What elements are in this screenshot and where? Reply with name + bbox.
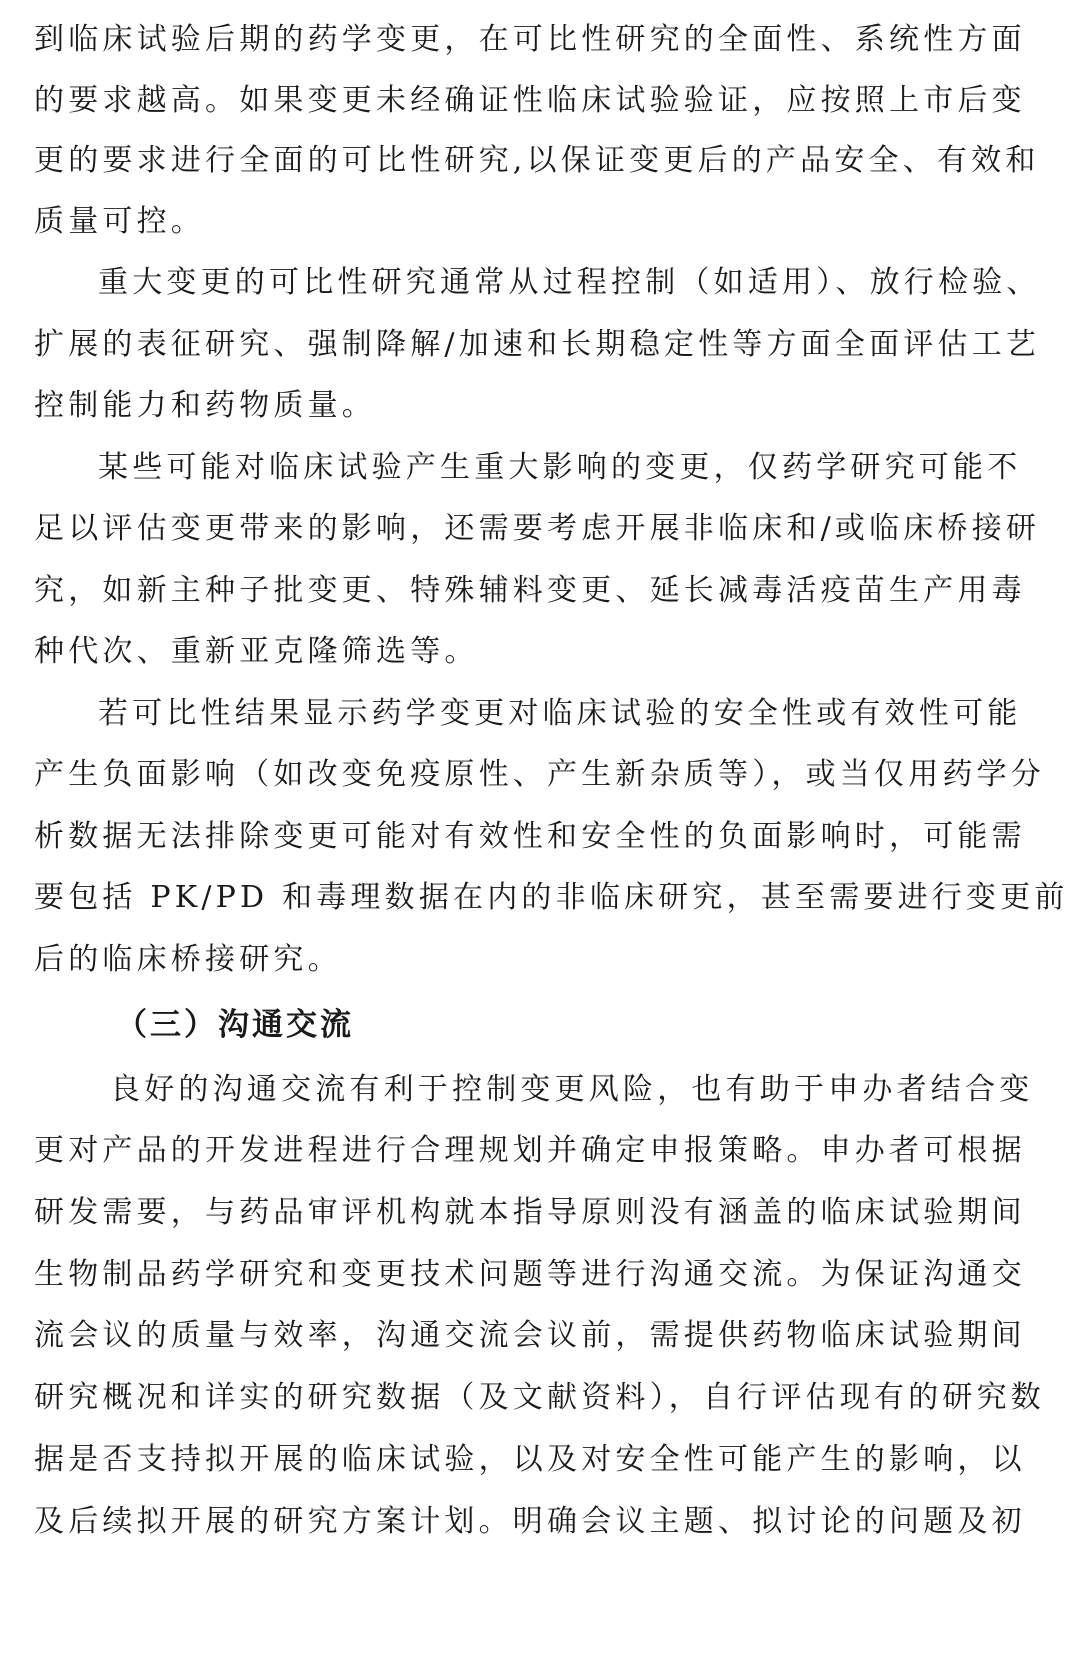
text-line: 某些可能对临床试验产生重大影响的变更，仅药学研究可能不 [98,450,1022,485]
text-line: 重大变更的可比性研究通常从过程控制（如适用）、放行检验、 [98,265,1041,300]
text-line: 到临床试验后期的药学变更，在可比性研究的全面性、系统性方面 [34,22,1026,57]
text-line: 生物制品药学研究和变更技术问题等进行沟通交流。为保证沟通交 [34,1257,1026,1292]
text-line: 种代次、重新亚克隆筛选等。 [34,634,479,669]
text-line: 良好的沟通交流有利于控制变更风险，也有助于申办者结合变 [110,1072,1034,1107]
text-line: 析数据无法排除变更可能对有效性和安全性的负面影响时，可能需 [34,819,1026,854]
text-line: 产生负面影响（如改变免疫原性、产生新杂质等），或当仅用药学分 [34,757,1045,792]
text-line: 究，如新主种子批变更、特殊辅料变更、延长减毒活疫苗生产用毒 [34,573,1026,608]
text-line: 质量可控。 [34,204,205,239]
text-line: 的要求越高。如果变更未经确证性临床试验验证，应按照上市后变 [34,83,1026,118]
text-line: 若可比性结果显示药学变更对临床试验的安全性或有效性可能 [98,696,1022,731]
text-line: 研发需要，与药品审评机构就本指导原则没有涵盖的临床试验期间 [34,1195,1026,1230]
text-line: 更对产品的开发进程进行合理规划并确定申报策略。申办者可根据 [34,1133,1026,1168]
text-line: 更的要求进行全面的可比性研究,以保证变更后的产品安全、有效和 [34,143,1040,178]
text-line: 及后续拟开展的研究方案计划。明确会议主题、拟讨论的问题及初 [34,1504,1026,1539]
section-heading: （三）沟通交流 [116,1007,354,1043]
text-line: 后的临床桥接研究。 [34,942,342,977]
text-line: 扩展的表征研究、强制降解/加速和长期稳定性等方面全面评估工艺 [34,327,1041,362]
text-line: 流会议的质量与效率，沟通交流会议前，需提供药物临床试验期间 [34,1318,1026,1353]
text-line: 足以评估变更带来的影响，还需要考虑开展非临床和/或临床桥接研 [34,511,1041,546]
text-line: 研究概况和详实的研究数据（及文献资料），自行评估现有的研究数 [34,1380,1045,1415]
text-line: 要包括 PK/PD 和毒理数据在内的非临床研究，甚至需要进行变更前 [34,880,1069,915]
text-line: 控制能力和药物质量。 [34,388,376,423]
text-line: 据是否支持拟开展的临床试验，以及对安全性可能产生的影响，以 [34,1442,1026,1477]
